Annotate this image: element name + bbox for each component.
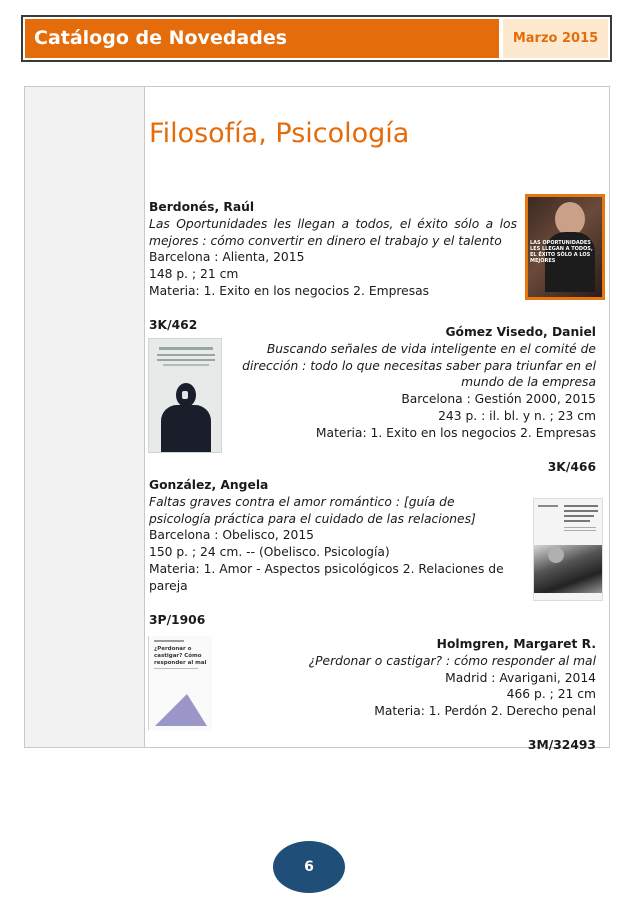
cover-1-text: LAS OPORTUNIDADES LES LLEGAN A TODOS, EL ÉXITO SÓLO A LOS MEJORES — [530, 240, 593, 264]
entry-extent: 148 p. ; 21 cm — [149, 267, 239, 282]
left-margin-column — [25, 87, 145, 747]
entry-signature: 3M/32493 — [527, 737, 596, 752]
entry-title: Buscando señales de vida inteligente en el comité de dirección : todo lo que necesitas saber para triunfar en el mundo de la empresa — [242, 341, 596, 390]
entry-signature: 3K/462 — [149, 317, 198, 332]
catalog-header — [21, 15, 612, 62]
entry-imprint: Barcelona : Gestión 2000, 2015 — [401, 392, 596, 407]
entry-extent: 150 p. ; 24 cm. -- (Obelisco. Psicología) — [149, 545, 390, 560]
book-entry-3 — [149, 477, 513, 628]
entry-subject: Materia: 1. Amor - Aspectos psicológicos 2. Relaciones de pareja — [149, 561, 504, 593]
entry-subject: Materia: 1. Exito en los negocios 2. Empresas — [315, 425, 596, 440]
book-entry-2 — [232, 324, 596, 475]
entry-extent: 243 p. : il. bl. y n. ; 23 cm — [438, 408, 596, 423]
page-number: 6 — [273, 841, 345, 893]
entry-imprint: Barcelona : Obelisco, 2015 — [149, 528, 314, 543]
entry-extent: 466 p. ; 21 cm — [506, 687, 596, 702]
entry-signature: 3K/466 — [547, 459, 596, 474]
entry-subject: Materia: 1. Exito en los negocios 2. Empresas — [149, 283, 430, 298]
entry-author: Gómez Visedo, Daniel — [445, 325, 596, 339]
book-cover-1 — [525, 194, 605, 300]
entry-author: González, Angela — [149, 478, 269, 492]
book-cover-3 — [533, 498, 603, 601]
entry-title: Faltas graves contra el amor romántico : [guía de psicología práctica para el cuidado de las relaciones] — [149, 494, 476, 526]
book-entry-4 — [232, 636, 596, 754]
entry-title: Las Oportunidades les llegan a todos, el éxito sólo a los mejores : cómo convertir en dinero el trabajo y el talento — [149, 216, 517, 248]
entry-imprint: Madrid : Avarigani, 2014 — [445, 670, 596, 685]
book-entry-1 — [149, 199, 517, 334]
entry-signature: 3P/1906 — [149, 612, 206, 627]
book-cover-4 — [148, 636, 212, 730]
entry-author: Berdonés, Raúl — [149, 200, 255, 214]
entry-title: ¿Perdonar o castigar? : cómo responder al mal — [308, 653, 596, 668]
book-cover-2 — [148, 338, 222, 453]
section-title: Filosofía, Psicología — [149, 118, 410, 149]
entry-subject: Materia: 1. Perdón 2. Derecho penal — [374, 704, 596, 719]
catalog-title: Catálogo de Novedades — [25, 19, 499, 58]
catalog-date: Marzo 2015 — [503, 19, 608, 58]
entry-imprint: Barcelona : Alienta, 2015 — [149, 250, 305, 265]
triangle-graphic — [153, 692, 209, 728]
cover-4-text: ¿Perdonar o castigar? Cómo responder al mal — [154, 646, 207, 666]
entry-author: Holmgren, Margaret R. — [436, 637, 596, 651]
